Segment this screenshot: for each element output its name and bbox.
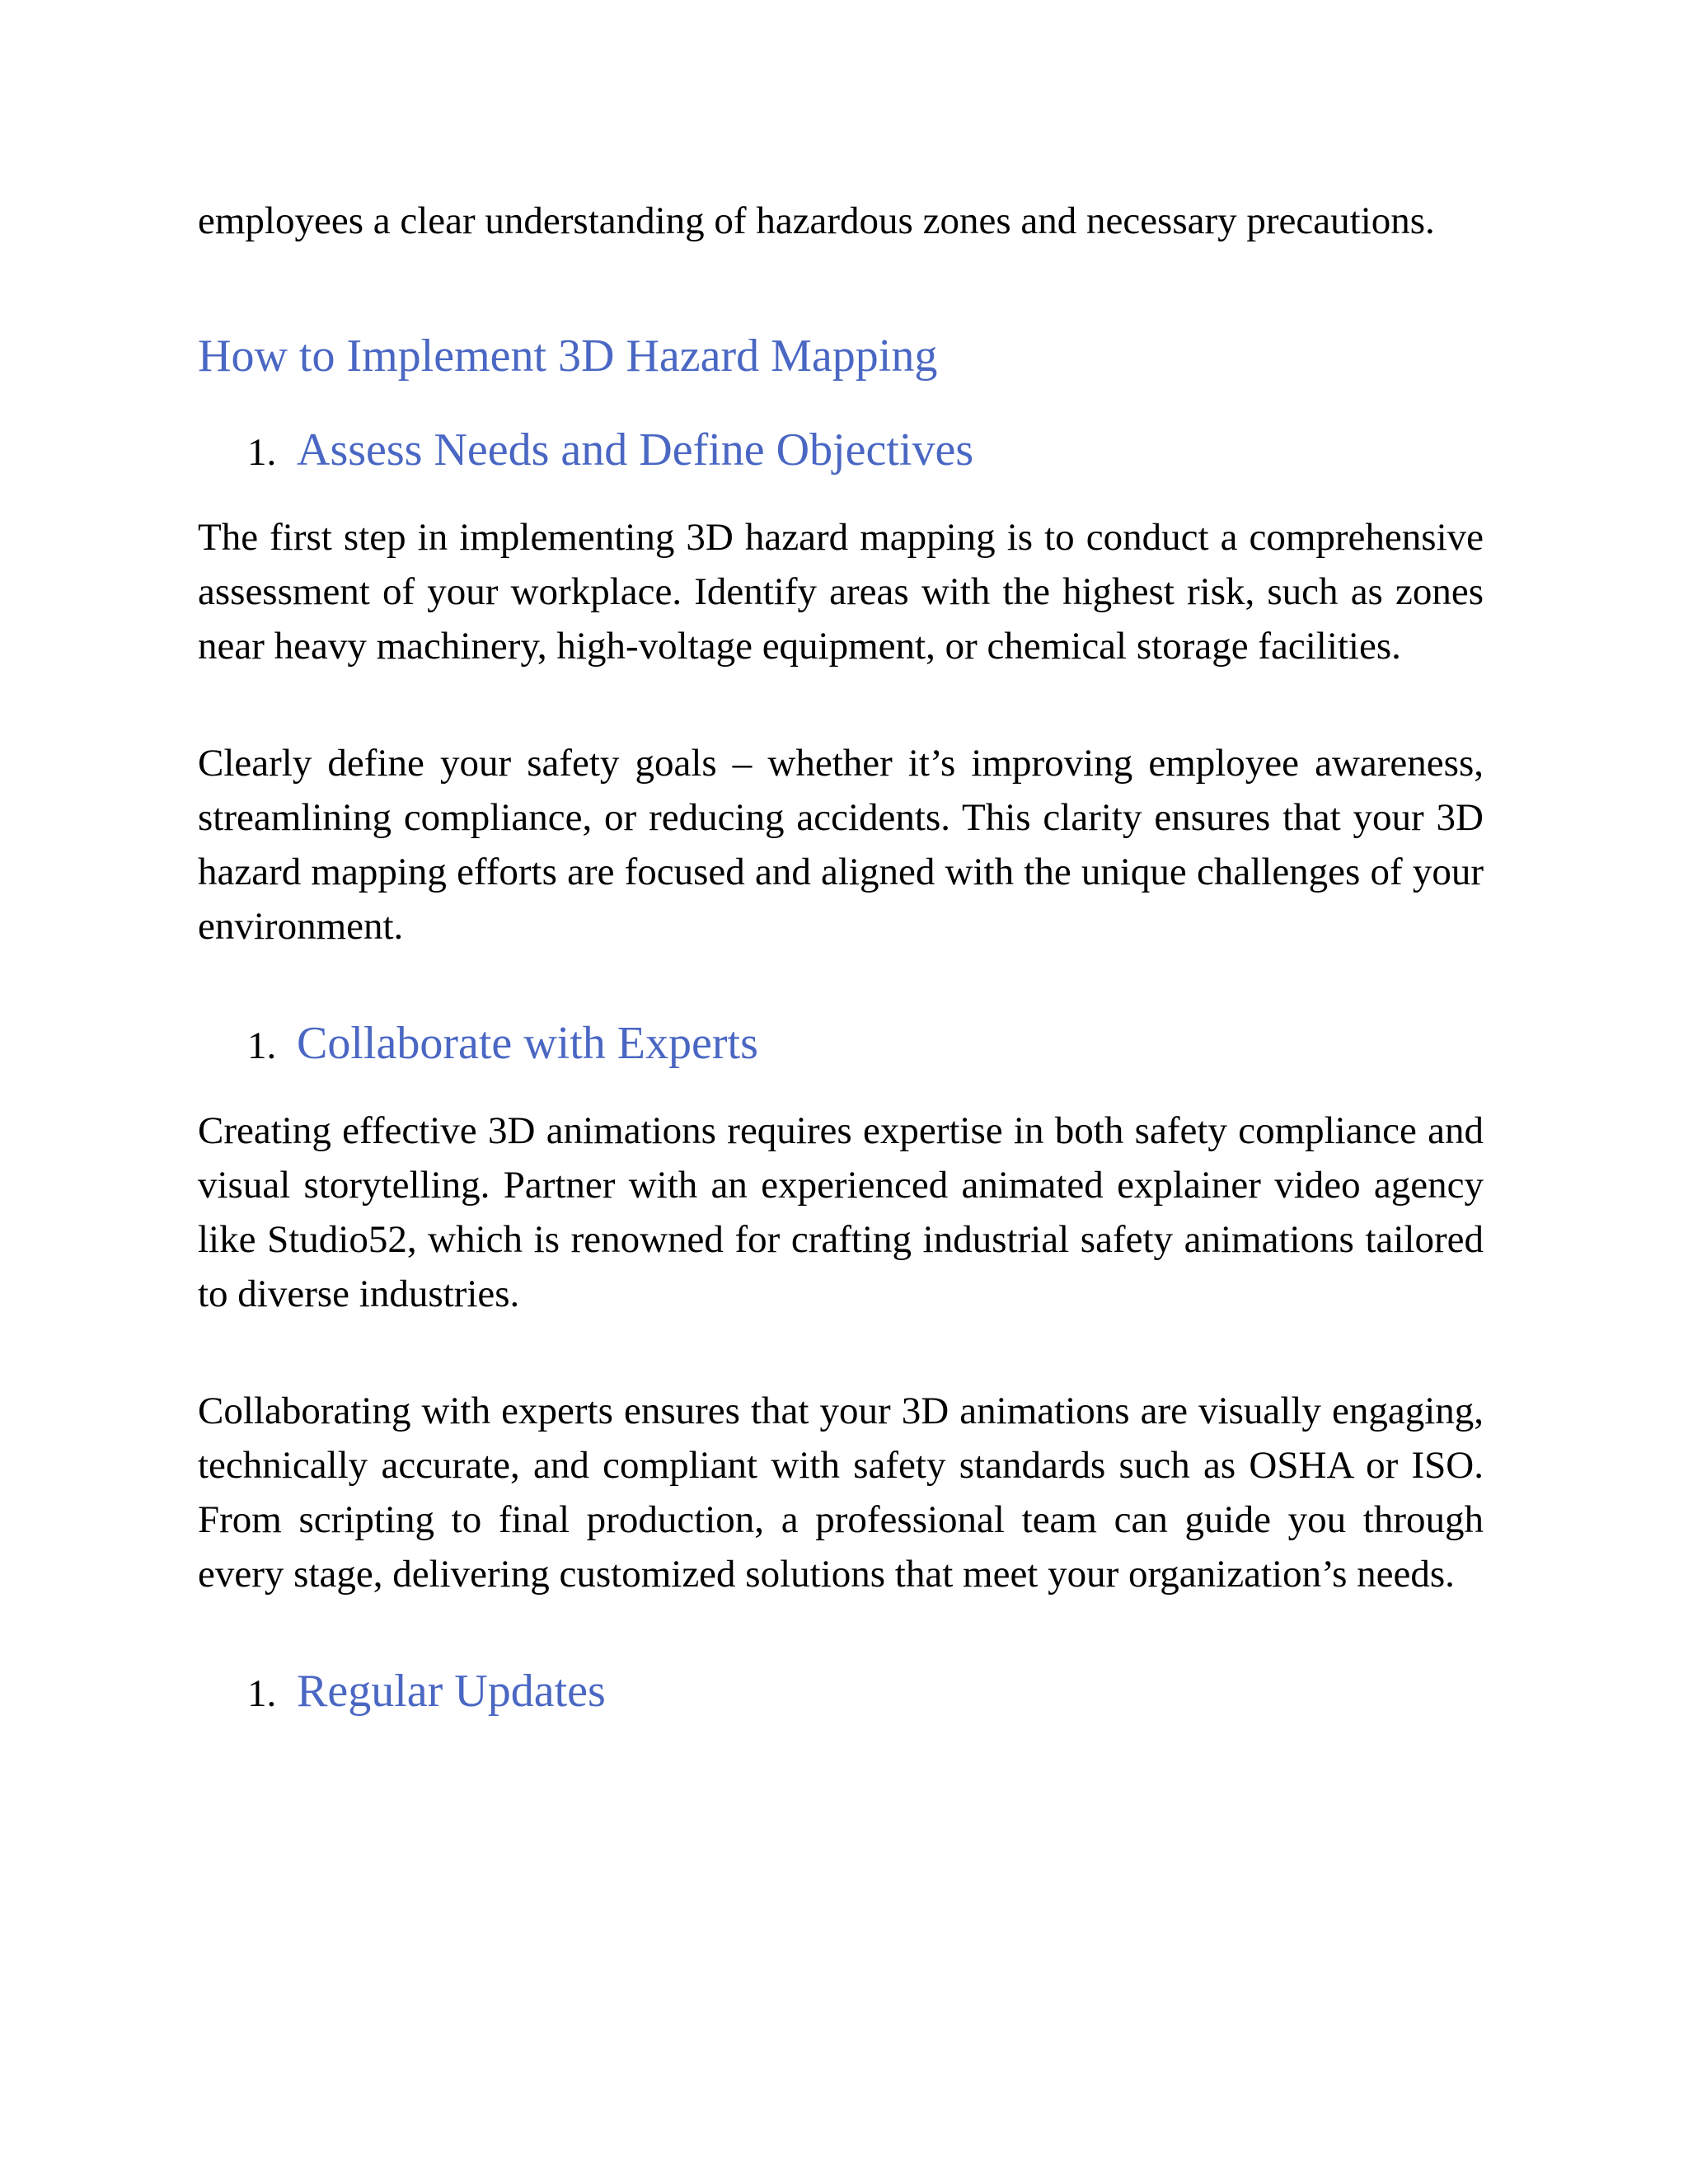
- step-title: Collaborate with Experts: [297, 1018, 758, 1069]
- collaborate-paragraph-1: Creating effective 3D animations requires expertise in both safety compliance and visual storytelling. Partner with an experienced animated explainer video agency like Studio52, which is renowned for crafting industrial safety animations tailored to diverse industries.: [198, 1109, 1484, 1315]
- intro-paragraph: employees a clear understanding of hazardous zones and necessary precautions.: [198, 199, 1435, 242]
- section-heading: How to Implement 3D Hazard Mapping: [198, 330, 938, 382]
- step-number: 1.: [247, 431, 277, 474]
- assess-paragraph-2: Clearly define your safety goals – whether it’s improving employee awareness, streamlining compliance, or reducing accidents. This clarity ensures that your 3D hazard mapping efforts are focused and aligned with the unique challenges of your environment.: [198, 742, 1484, 948]
- assess-paragraph-1: The first step in implementing 3D hazard mapping is to conduct a comprehensive assessment of your workplace. Identify areas with the highest risk, such as zones near heavy machinery, high-voltage equipment, or chemical storage facilities.: [198, 516, 1484, 668]
- document-page: [198, 194, 1484, 1751]
- step-title: Regular Updates: [297, 1666, 606, 1717]
- step-number: 1.: [247, 1672, 277, 1715]
- collaborate-paragraph-2: Collaborating with experts ensures that your 3D animations are visually engaging, technically accurate, and compliant with safety standards such as OSHA or ISO. From scripting to final production, a professional team can guide you through every stage, delivering customized solutions that meet your organization’s needs.: [198, 1390, 1484, 1596]
- step-heading-updates: [247, 1664, 1484, 1718]
- step-heading-collaborate: [247, 1016, 1484, 1071]
- step-number: 1.: [247, 1024, 277, 1067]
- step-heading-assess: [247, 423, 1484, 477]
- step-title: Assess Needs and Define Objectives: [297, 424, 974, 476]
